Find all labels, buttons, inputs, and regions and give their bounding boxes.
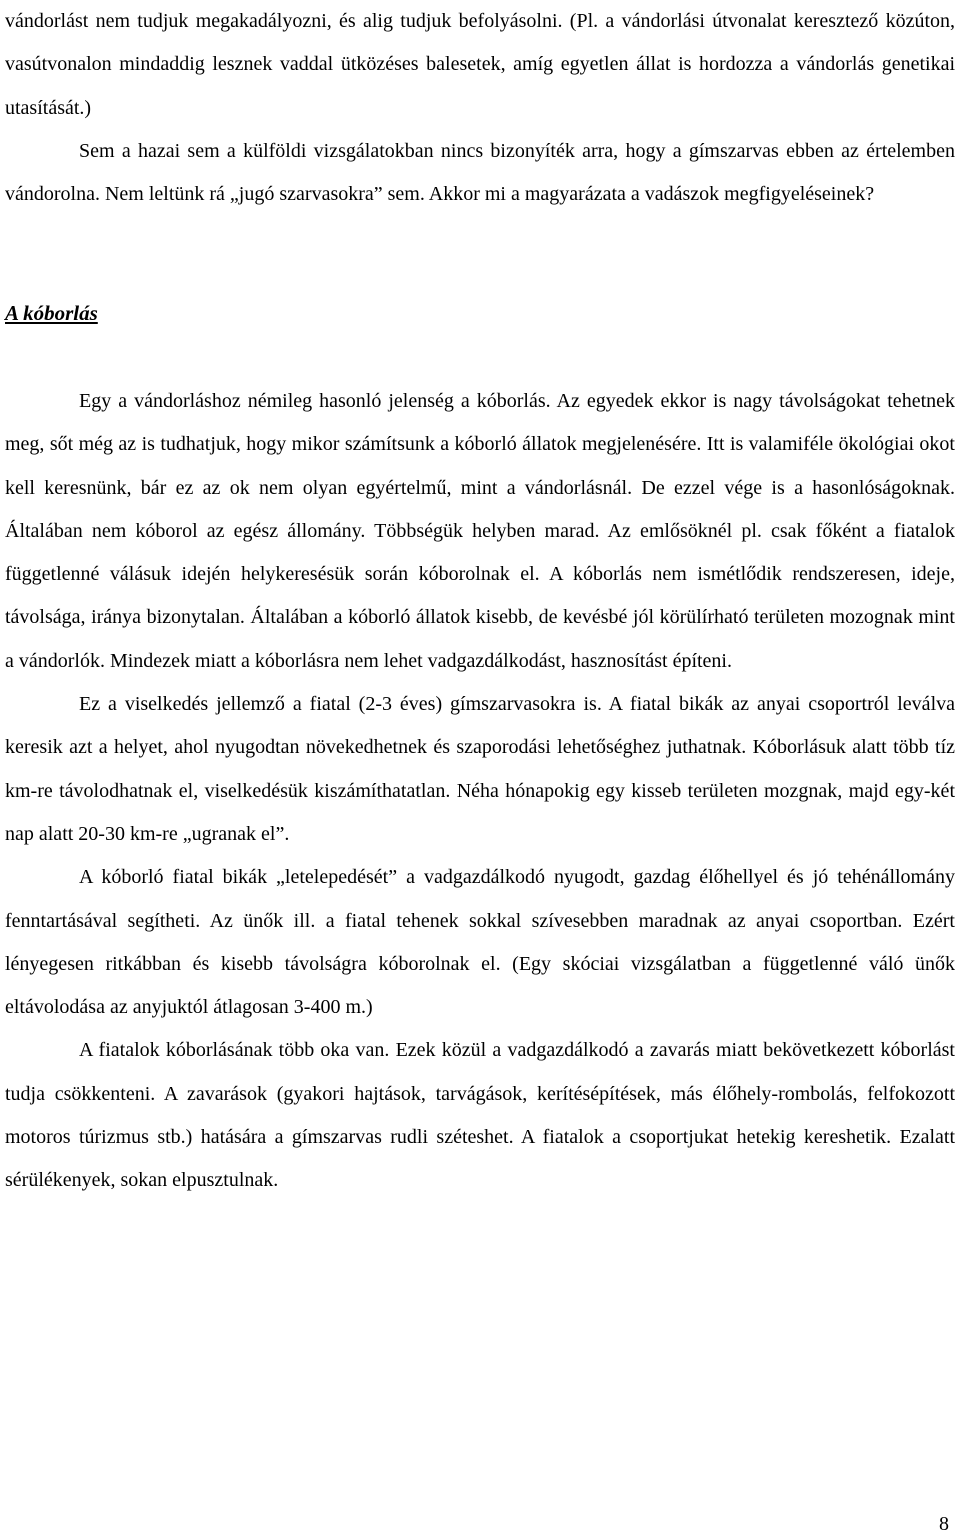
section-heading: A kóborlás xyxy=(5,301,98,325)
section-body xyxy=(5,380,955,1203)
text-block-top xyxy=(5,0,955,216)
paragraph: A kóborló fiatal bikák „letelepedését” a vadgazdálkodó nyugodt, gazdag élőhellyel és jó tehénállomány fenntartásával segítheti. Az ünők ill. a fiatal tehenek sokkal szívesebben maradnak az anyai csoportban. Ezért lényegesen ritkábban és kisebb távolságra kóborolnak el. (Egy skóciai vizsgálatban a függetlenné váló ünők eltávolodása az anyjuktól átlagosan 3-400 m.) xyxy=(5,866,955,1019)
page-number: 8 xyxy=(939,1513,949,1535)
paragraph: Egy a vándorláshoz némileg hasonló jelenség a kóborlás. Az egyedek ekkor is nagy távolságokat tehetnek meg, sőt még az is tudhatjuk, hogy mikor számítsunk a kóborló állatok megjelenésére. Itt is valamiféle ökológiai okot kell keresnünk, bár ez az ok nem olyan egyértelmű, mint a vándorlásnál. De ezzel vége is a hasonlóságoknak. Általában nem kóborol az egész állomány. Többségük helyben marad. Az emlősöknél pl. csak főként a fiatalok függetlenné válásuk idején helykeresésük során kóborolnak el. A kóborlás nem ismétlődik rendszeresen, ideje, távolsága, iránya bizonytalan. Általában a kóborló állatok kisebb, de kevésbé jól körülírható területen mozognak mint a vándorlók. Mindezek miatt a kóborlásra nem lehet vadgazdálkodást, hasznosítást építeni. xyxy=(5,390,955,672)
paragraph: Ez a viselkedés jellemző a fiatal (2-3 éves) gímszarvasokra is. A fiatal bikák az anyai csoportról leválva keresik azt a helyet, ahol nyugodtan növekedhetnek és szaporodási lehetőséghez juthatnak. Kóborlásuk alatt több tíz km-re távolodhatnak el, viselkedésük kiszámíthatatlan. Néha hónapokig egy kisseb területen mozgnak, majd egy-két nap alatt 20-30 km-re „ugranak el”. xyxy=(5,693,955,845)
document-page xyxy=(5,0,955,1537)
paragraph-continuation: vándorlást nem tudjuk megakadályozni, és alig tudjuk befolyásolni. (Pl. a vándorlási útvonalat keresztező közúton, vasútvonalon mindaddig lesznek vaddal ütközéses balesetek, amíg egyetlen állat is hordozza a vándorlás genetikai utasítását.) xyxy=(5,10,955,119)
paragraph: A fiatalok kóborlásának több oka van. Ezek közül a vadgazdálkodó a zavarás miatt bekövetkezett kóborlást tudja csökkenteni. A zavarások (gyakori hajtások, tarvágások, kerítésépítések, más élőhely-rombolás, felfokozott motoros túrizmus stb.) hatására a gímszarvas rudli széteshet. A fiatalok a csoportjukat hetekig kereshetik. Ezalatt sérülékenyek, sokan elpusztulnak. xyxy=(5,1039,955,1192)
section-heading-wrap xyxy=(5,292,955,335)
paragraph-evidence: Sem a hazai sem a külföldi vizsgálatokban nincs bizonyíték arra, hogy a gímszarvas ebben az értelemben vándorolna. Nem leltünk rá „jugó szarvasokra” sem. Akkor mi a magyarázata a vadászok megfigyeléseinek? xyxy=(5,139,955,206)
